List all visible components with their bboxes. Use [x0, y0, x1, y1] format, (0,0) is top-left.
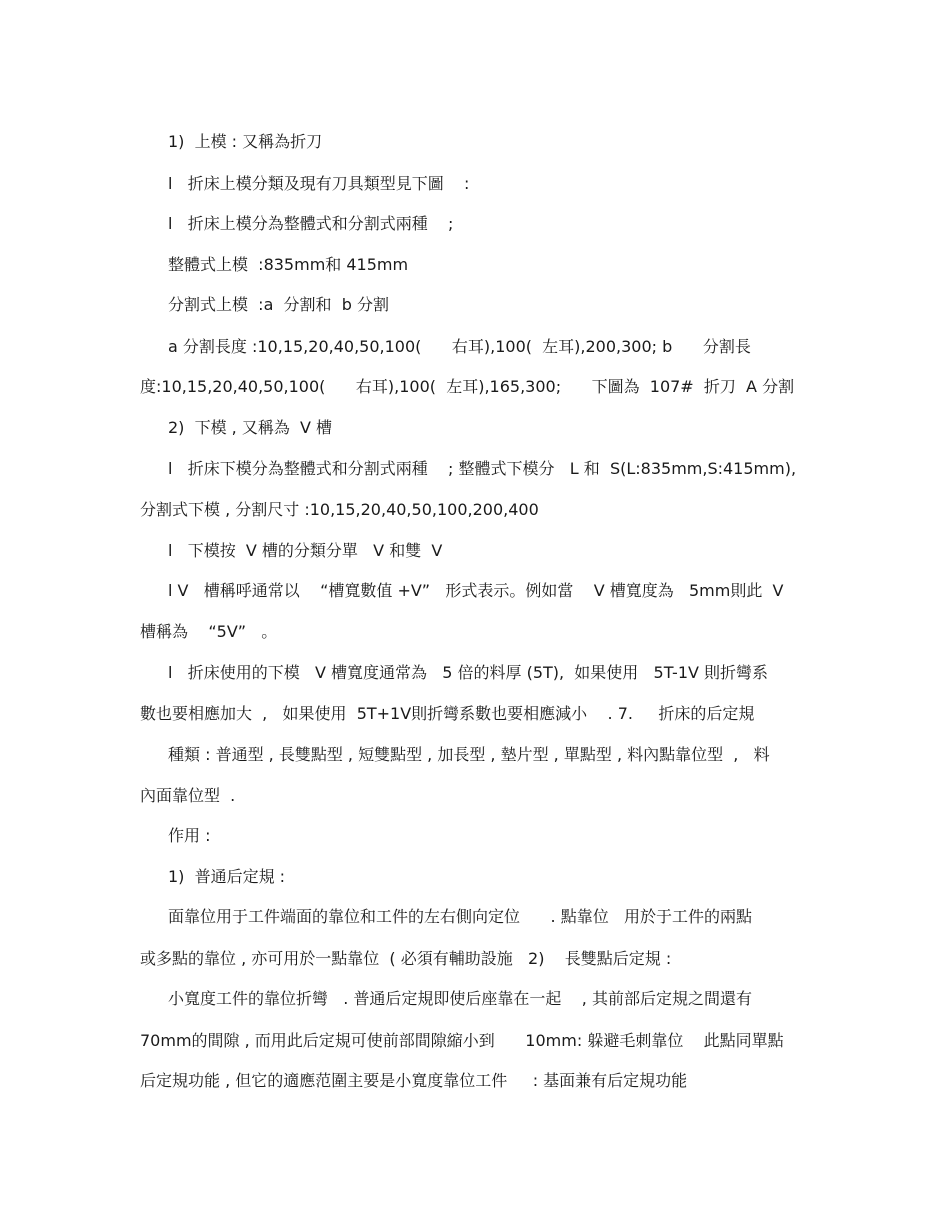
text-line: l 折床上模分類及現有刀具類型見下圖 : — [168, 174, 470, 193]
text-line: 70mm的間隙 , 而用此后定規可使前部間隙縮小到 10mm: 躲避毛刺靠位 此點同單點 — [140, 1031, 784, 1050]
text-line: l V 槽稱呼通常以 “槽寬數值 +V” 形式表示。例如當 V 槽寬度為 5mm則此 V — [168, 581, 784, 600]
text-line: 或多點的靠位 , 亦可用於一點靠位 ( 必須有輔助設施 2) 長雙點后定規 : — [140, 949, 672, 968]
text-line: l 折床上模分為整體式和分割式兩種 ; — [168, 214, 454, 233]
text-line: 面靠位用于工件端面的靠位和工件的左右側向定位 . 點靠位 用於于工件的兩點 — [168, 907, 752, 926]
text-line: 后定規功能 , 但它的適應范圍主要是小寬度靠位工件 : 基面兼有后定規功能 — [140, 1071, 688, 1090]
text-line: 作用 : — [168, 826, 211, 845]
text-line: l 下模按 V 槽的分類分單 V 和雙 V — [168, 541, 443, 560]
text-line: 分割式下模 , 分割尺寸 :10,15,20,40,50,100,200,400 — [140, 500, 539, 519]
text-line: 1) 上模 : 又稱為折刀 — [168, 132, 323, 151]
text-line: l 折床使用的下模 V 槽寬度通常為 5 倍的料厚 (5T), 如果使用 5T-1V 則折彎系 — [168, 663, 769, 682]
text-line: 度:10,15,20,40,50,100( 右耳),100( 左耳),165,300; 下圖為 107# 折刀 A 分割 — [140, 377, 795, 396]
text-line: 數也要相應加大 , 如果使用 5T+1V則折彎系數也要相應減小 . 7. 折床的后定規 — [140, 704, 755, 723]
text-line: 整體式上模 :835mm和 415mm — [168, 255, 409, 274]
text-line: 1) 普通后定規 : — [168, 867, 286, 886]
text-line: 內面靠位型 . — [140, 786, 236, 805]
text-line: 小寬度工件的靠位折彎 . 普通后定規即使后座靠在一起 , 其前部后定規之間還有 — [168, 989, 752, 1008]
text-line: 種類 : 普通型 , 長雙點型 , 短雙點型 , 加長型 , 墊片型 , 單點型 , 料內點靠位型 , 料 — [168, 745, 770, 764]
text-line: 2) 下模 , 又稱為 V 槽 — [168, 418, 333, 437]
text-line: a 分割長度 :10,15,20,40,50,100( 右耳),100( 左耳),200,300; b 分割長 — [168, 337, 751, 356]
text-line: 槽稱為 “5V” 。 — [140, 622, 278, 641]
text-line: l 折床下模分為整體式和分割式兩種 ; 整體式下模分 L 和 S(L:835mm,S:415mm), — [168, 459, 797, 478]
text-line: 分割式上模 :a 分割和 b 分割 — [168, 295, 389, 314]
